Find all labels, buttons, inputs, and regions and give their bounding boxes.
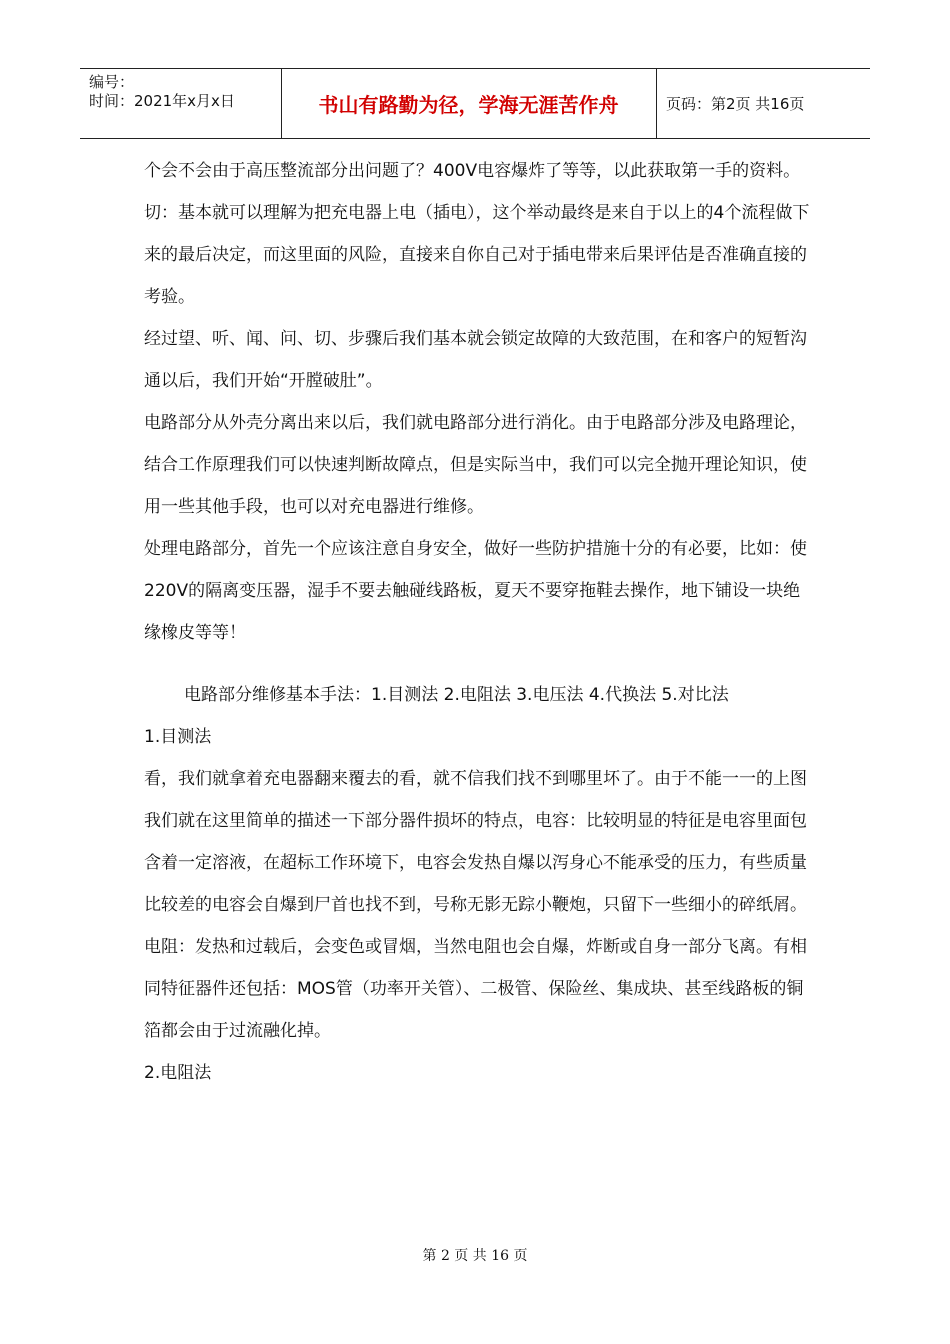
paragraph: 经过望、听、闻、问、切、步骤后我们基本就会锁定故障的大致范围，在和客户的短暂沟通以后，我们开始“开膛破肚”。 xyxy=(144,329,807,391)
document-body xyxy=(144,150,816,1094)
header-page-info: 页码：第2页 共16页 xyxy=(666,95,805,113)
paragraph: 个会不会由于高压整流部分出问题了？400V电容爆炸了等等，以此获取第一手的资料。 xyxy=(144,161,801,181)
section-heading: 2.电阻法 xyxy=(144,1063,212,1083)
paragraph: 看，我们就拿着充电器翻来覆去的看，就不信我们找不到哪里坏了。由于不能一一的上图我们就在这里简单的描述一下部分器件损坏的特点，电容：比较明显的特征是电容里面包含着一定溶液，在超标工作环境下，电容会发热自爆以泻身心不能承受的压力，有些质量比较差的电容会自爆到尸首也找不到，号称无影无踪小鞭炮，只留下一些细小的碎纸屑。电阻：发热和过载后，会变色或冒烟，当然电阻也会自爆，炸断或自身一部分飞离。有相同特征器件还包括：MOS管（功率开关管）、二极管、保险丝、集成块、甚至线路板的铜箔都会由于过流融化掉。 xyxy=(144,769,807,1041)
paragraph: 处理电路部分，首先一个应该注意自身安全，做好一些防护措施十分的有必要，比如：使220V的隔离变压器，湿手不要去触碰线路板，夏天不要穿拖鞋去操作，地下铺设一块绝缘橡皮等等！ xyxy=(144,539,807,643)
page-footer: 第 2 页 共 16 页 xyxy=(422,1248,528,1264)
document-header xyxy=(80,68,870,139)
header-divider xyxy=(656,69,657,138)
paragraph: 切：基本就可以理解为把充电器上电（插电），这个举动最终是来自于以上的4个流程做下来的最后决定，而这里面的风险，直接来自你自己对于插电带来后果评估是否准确直接的考验。 xyxy=(144,203,810,307)
document-time-label: 时间：2021年x月x日 xyxy=(89,92,235,110)
paragraph: 电路部分从外壳分离出来以后，我们就电路部分进行消化。由于电路部分涉及电路理论，结合工作原理我们可以快速判断故障点，但是实际当中，我们可以完全抛开理论知识，使用一些其他手段，也可以对充电器进行维修。 xyxy=(144,413,807,517)
section-heading: 1.目测法 xyxy=(144,727,212,747)
header-motto: 书山有路勤为径，学海无涯苦作舟 xyxy=(318,93,619,117)
header-meta xyxy=(89,73,235,111)
methods-summary: 电路部分维修基本手法：1.目测法 2.电阻法 3.电压法 4.代换法 5.对比法 xyxy=(184,685,729,705)
document-number-label: 编号： xyxy=(89,73,135,91)
